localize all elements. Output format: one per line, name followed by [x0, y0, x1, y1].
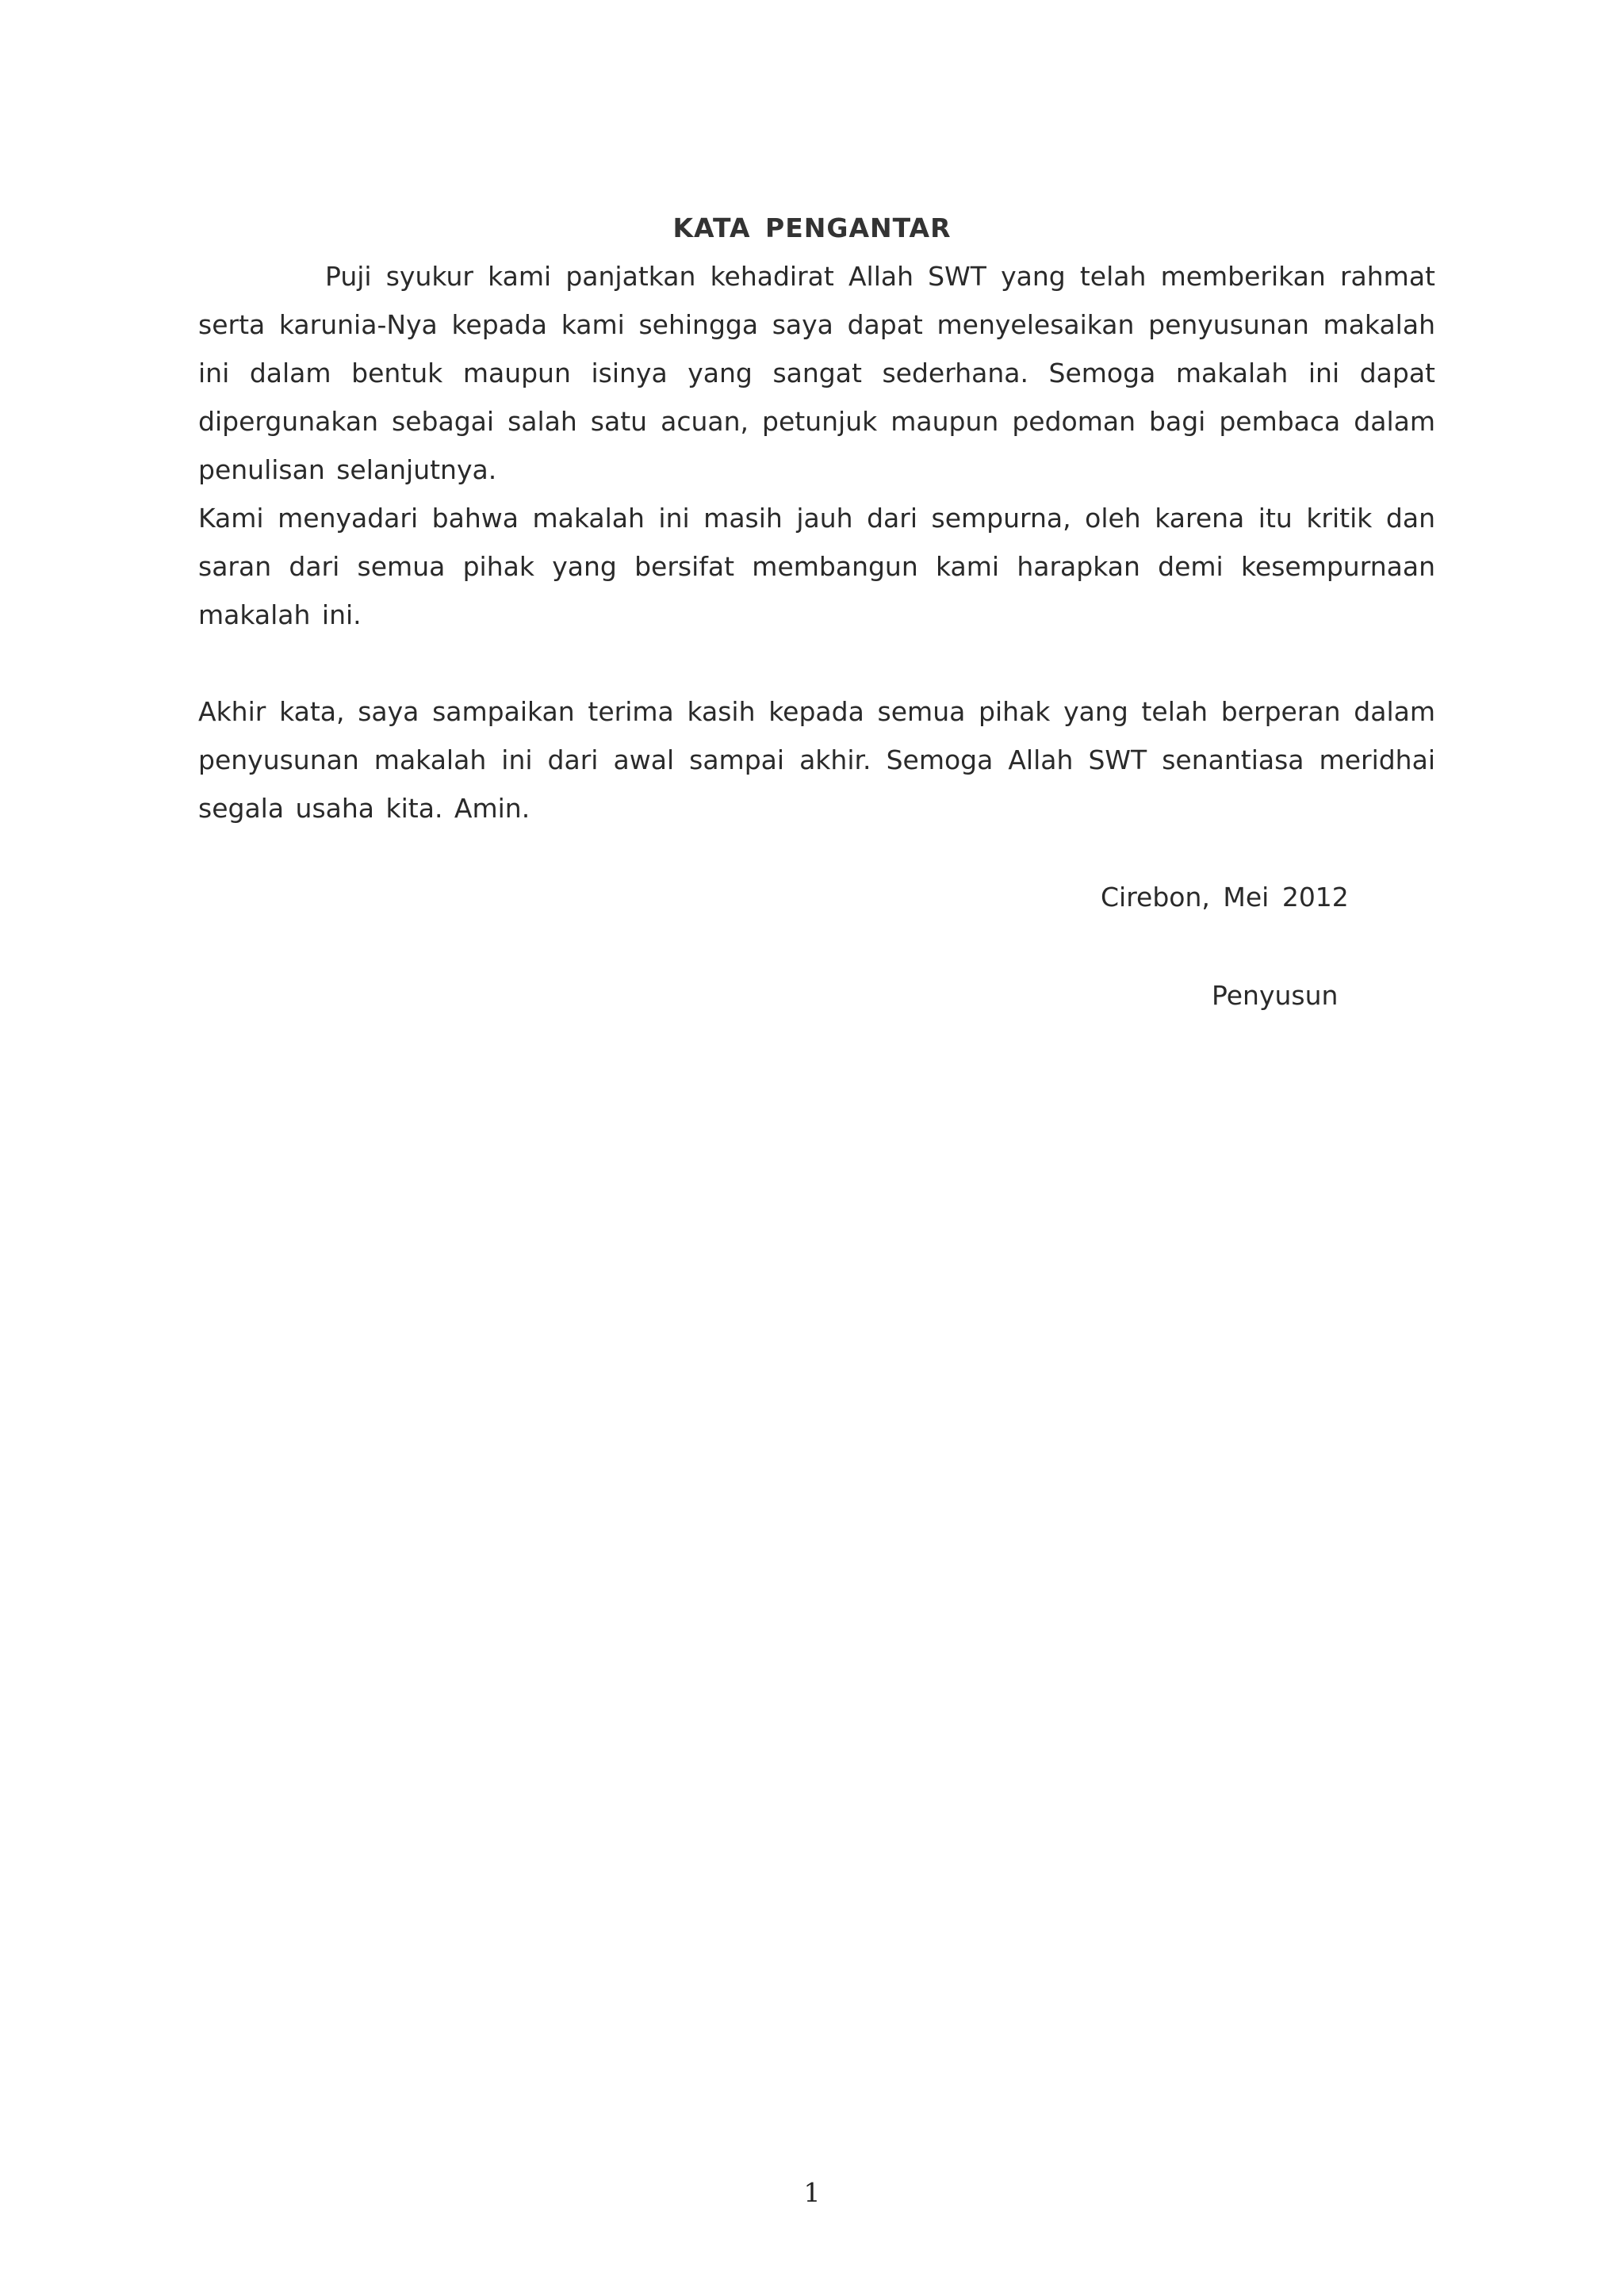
paragraph-acknowledgement: Kami menyadari bahwa makalah ini masih jauh dari sempurna, oleh karena itu kritik dan saran dari semua pihak yang bersifat membangun kami harapkan demi kesempurnaan makalah ini.: [198, 503, 1435, 630]
paragraph-gap: [198, 639, 1435, 687]
signer-label: Penyusun: [1212, 980, 1339, 1011]
page-title: KATA PENGANTAR: [672, 212, 952, 243]
page-number: 1: [803, 2177, 821, 2208]
paragraph-closing: Akhir kata, saya sampaikan terima kasih kepada semua pihak yang telah berperan dalam penyusunan makalah ini dari awal sampai akhir. Semoga Allah SWT senantiasa meridhai segala usaha kita. Amin.: [198, 696, 1435, 824]
body-text: [198, 252, 1435, 832]
paragraph-opening: Puji syukur kami panjatkan kehadirat Allah SWT yang telah memberikan rahmat serta karunia-Nya kepada kami sehingga saya dapat menyelesaikan penyusunan makalah ini dalam bentuk maupun isinya yang sangat sederhana. Semoga makalah ini dapat dipergunakan sebagai salah satu acuan, petunjuk maupun pedoman bagi pembaca dalam penulisan selanjutnya.: [198, 261, 1435, 485]
place-date: Cirebon, Mei 2012: [1101, 882, 1349, 913]
